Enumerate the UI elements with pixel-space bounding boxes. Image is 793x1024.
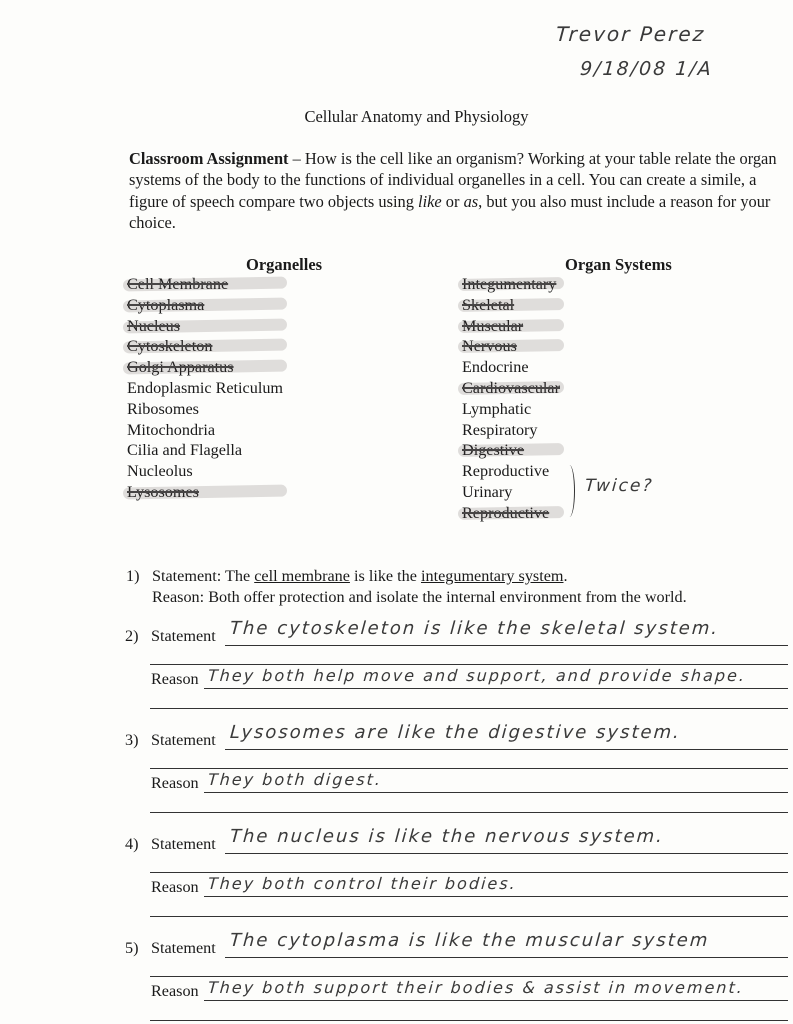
organ-system-item: Skeletal <box>462 295 560 316</box>
organelle-item: Cell Membrane <box>127 274 283 295</box>
organ-system-item: Cardiovascular <box>462 378 560 397</box>
organelles-heading: Organelles <box>246 255 323 274</box>
reason-answer: They both digest. <box>207 770 383 789</box>
example-number: 1) <box>126 567 140 585</box>
statement-line <box>225 957 788 958</box>
organelle-item: Nucleolus <box>127 462 193 481</box>
organelle-item: Endoplasmic Reticulum <box>127 378 284 397</box>
statement-line <box>225 749 788 750</box>
organelle-item: Cytoplasma <box>127 295 283 316</box>
blank-line <box>150 1020 788 1021</box>
organelle-item: Cilia and Flagella <box>127 441 243 460</box>
statement-answer: Lysosomes are like the digestive system. <box>229 722 682 743</box>
student-name: Trevor Perez <box>555 22 707 46</box>
assignment-or: or <box>441 191 464 211</box>
twice-note: Twice? <box>584 476 655 496</box>
example-statement-mid: is like the <box>349 567 421 585</box>
organ-systems-heading: Organ Systems <box>565 255 672 274</box>
example-statement-end: . <box>563 567 568 585</box>
statement-answer: The nucleus is like the nervous system. <box>229 826 665 847</box>
organ-system-item: Reproductive <box>462 462 550 481</box>
organ-system-item: Integumentary <box>462 274 560 295</box>
reason-answer: They both control their bodies. <box>207 874 518 893</box>
assignment-paragraph <box>129 148 789 233</box>
statement-label: Statement <box>151 835 216 853</box>
assignment-text-2: , but you also must include a reason for your choice. <box>129 191 771 232</box>
organelle-item: Mitochondria <box>127 420 216 439</box>
organelle-item: Ribosomes <box>127 399 199 418</box>
organ-system-item: Muscular <box>462 316 560 337</box>
example-reason: Reason: Both offer protection and isolate the internal environment from the world. <box>152 588 687 606</box>
assignment-label: Classroom Assignment <box>129 149 289 168</box>
assignment-dash: – <box>288 149 305 168</box>
reason-line <box>204 792 788 793</box>
organelle-item: Nucleus <box>127 316 283 337</box>
reason-label: Reason <box>151 878 199 896</box>
assignment-as: as <box>463 191 479 211</box>
blank-line <box>150 812 788 813</box>
response-number: 2) <box>125 627 139 645</box>
bracket-mark <box>564 465 575 517</box>
reason-answer: They both help move and support, and provide shape. <box>207 666 747 685</box>
blank-line <box>150 708 788 709</box>
organ-system-item: Endocrine <box>462 358 529 377</box>
blank-line <box>150 872 788 873</box>
reason-label: Reason <box>151 982 199 1000</box>
reason-line <box>204 1000 788 1001</box>
statement-label: Statement <box>151 731 216 749</box>
response-number: 4) <box>125 835 139 853</box>
reason-line <box>204 688 788 689</box>
page-title: Cellular Anatomy and Physiology <box>304 107 529 126</box>
reason-label: Reason <box>151 670 199 688</box>
organelle-item: Cytoskeleton <box>127 336 283 357</box>
organ-system-item: Urinary <box>462 482 513 501</box>
statement-answer: The cytoplasma is like the muscular system <box>229 930 711 951</box>
organ-system-item: Lymphatic <box>462 399 532 418</box>
blank-line <box>150 768 788 769</box>
example-term-cell-membrane: cell membrane <box>254 567 350 585</box>
statement-answer: The cytoskeleton is like the skeletal system. <box>229 618 720 639</box>
assignment-like: like <box>418 191 442 211</box>
statement-label: Statement <box>151 627 216 645</box>
organ-system-item: Reproductive <box>462 503 560 524</box>
example-term-integumentary: integumentary system <box>420 567 564 585</box>
reason-label: Reason <box>151 774 199 792</box>
organ-system-item: Nervous <box>462 336 560 357</box>
statement-line <box>225 645 788 646</box>
blank-line <box>150 976 788 977</box>
statement-line <box>225 853 788 854</box>
organelles-list <box>127 274 283 503</box>
statement-label: Statement <box>151 939 216 957</box>
blank-line <box>150 664 788 665</box>
organ-system-item: Respiratory <box>462 420 538 439</box>
organ-system-item: Digestive <box>462 440 560 461</box>
example-statement <box>152 567 568 586</box>
organelle-item: Lysosomes <box>127 482 283 503</box>
reason-answer: They both support their bodies & assist in movement. <box>207 978 745 997</box>
assignment-text-1: How is the cell like an organism? Working at your table relate the organ systems of the body to the functions of individual organelles in a cell. You can create a simile, a figure of speech compare two objects using <box>129 149 777 211</box>
response-number: 5) <box>125 939 139 957</box>
organ-systems-list <box>462 274 560 524</box>
reason-line <box>204 896 788 897</box>
response-number: 3) <box>125 731 139 749</box>
example-statement-prefix: Statement: The <box>152 567 255 585</box>
blank-line <box>150 916 788 917</box>
date-period: 9/18/08 1/A <box>579 58 714 80</box>
organelle-item: Golgi Apparatus <box>127 357 283 378</box>
